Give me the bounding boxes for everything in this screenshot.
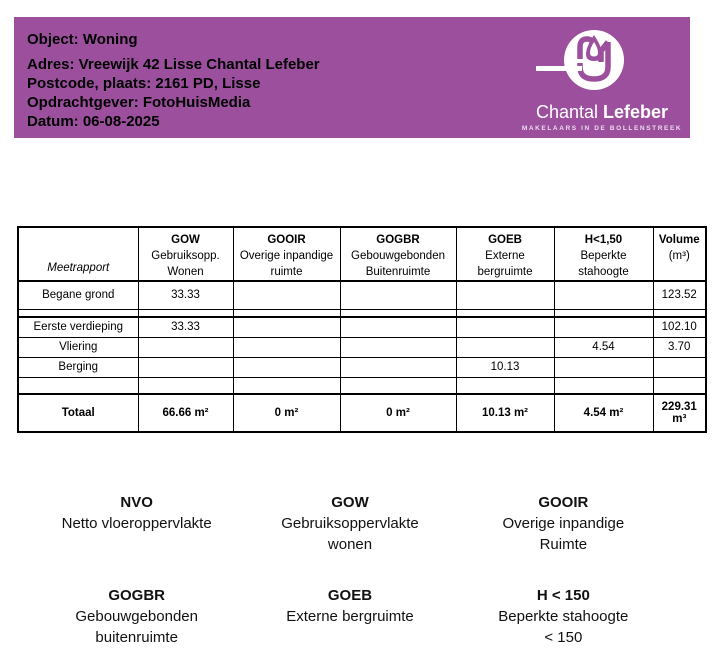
column-abbr: GOOIR	[267, 234, 306, 246]
cell-value	[554, 317, 653, 337]
report-header-banner	[14, 17, 690, 138]
legend-abbr: NVO	[120, 494, 153, 511]
abbreviation-legend	[30, 492, 670, 648]
date-line: Datum: 06-08-2025	[27, 113, 160, 130]
row-label: Berging	[18, 357, 138, 377]
client-line: Opdrachtgever: FotoHuisMedia	[27, 94, 251, 111]
table-header-row	[18, 227, 706, 281]
legend-desc-line: Netto vloeroppervlakte	[61, 515, 212, 532]
cell-value	[138, 377, 233, 394]
cell-value: 0 m²	[233, 394, 340, 432]
cell-value	[554, 377, 653, 394]
brand-name-last: Lefeber	[603, 102, 669, 122]
cell-value	[233, 281, 340, 309]
legend-item-gow	[243, 492, 456, 555]
cell-value: 10.13	[456, 357, 554, 377]
table-row	[18, 317, 706, 337]
legend-desc-line: Gebouwgebonden	[75, 608, 198, 625]
column-header-volume	[653, 227, 706, 281]
column-header-gogbr	[340, 227, 456, 281]
column-desc-line: Gebouwgebonden	[351, 250, 445, 262]
cell-value	[340, 377, 456, 394]
cell-value	[340, 309, 456, 317]
cell-value: 4.54	[554, 337, 653, 357]
column-desc-line: Externe	[485, 250, 525, 262]
cell-value: 3.70	[653, 337, 706, 357]
column-desc-line: stahoogte	[578, 266, 629, 278]
meetrapport-table	[17, 226, 707, 433]
cell-value	[233, 309, 340, 317]
cell-value	[340, 281, 456, 309]
row-label: Eerste verdieping	[18, 317, 138, 337]
column-header-goeb	[456, 227, 554, 281]
legend-item-gooir	[457, 492, 670, 555]
legend-abbr: GOW	[331, 494, 369, 511]
cell-value	[138, 337, 233, 357]
column-abbr: GOEB	[488, 234, 522, 246]
tulip-logo-icon	[524, 27, 654, 93]
legend-desc-line: Beperkte stahoogte	[498, 608, 629, 625]
column-desc-line: Overige inpandige	[239, 250, 334, 262]
brand-name-first: Chantal	[535, 102, 598, 122]
cell-value	[138, 309, 233, 317]
cell-value: 229.31 m³	[653, 394, 706, 432]
cell-value	[554, 281, 653, 309]
cell-value	[233, 337, 340, 357]
row-label: Totaal	[18, 394, 138, 432]
cell-value	[340, 317, 456, 337]
cell-value	[340, 357, 456, 377]
table-row	[18, 357, 706, 377]
cell-value: 0 m²	[340, 394, 456, 432]
postcode-line: Postcode, plaats: 2161 PD, Lisse	[27, 75, 261, 92]
cell-value	[456, 317, 554, 337]
legend-abbr: H < 150	[536, 587, 590, 604]
legend-desc-line: buitenruimte	[95, 629, 178, 646]
column-header-gooir	[233, 227, 340, 281]
brand-tagline: MAKELAARS IN DE BOLLENSTREEK	[521, 125, 683, 132]
cell-value	[456, 377, 554, 394]
object-line: Object: Woning	[27, 31, 138, 48]
cell-value: 102.10	[653, 317, 706, 337]
row-label	[18, 309, 138, 317]
legend-abbr: GOGBR	[108, 587, 165, 604]
legend-desc-line: < 150	[544, 629, 583, 646]
table-row	[18, 394, 706, 432]
column-desc-line: Wonen	[167, 266, 204, 278]
brand-name	[510, 102, 694, 122]
cell-value: 33.33	[138, 317, 233, 337]
table-corner-label: Meetrapport	[18, 227, 138, 281]
column-desc-line: bergruimte	[477, 266, 533, 278]
cell-value	[233, 357, 340, 377]
cell-value	[138, 357, 233, 377]
legend-item-goeb	[243, 585, 456, 648]
brand-logo	[510, 102, 694, 132]
column-abbr: H<1,50	[584, 234, 623, 246]
column-abbr: Volume	[658, 234, 700, 246]
cell-value: 123.52	[653, 281, 706, 309]
cell-value	[653, 357, 706, 377]
cell-value	[653, 309, 706, 317]
legend-desc-line: Gebruiksoppervlakte	[281, 515, 419, 532]
legend-abbr: GOOIR	[538, 494, 589, 511]
cell-value	[340, 337, 456, 357]
legend-desc-line: Ruimte	[539, 536, 588, 553]
table-row	[18, 281, 706, 309]
cell-value: 10.13 m²	[456, 394, 554, 432]
property-info-block	[27, 30, 320, 131]
row-label: Begane grond	[18, 281, 138, 309]
cell-value	[233, 317, 340, 337]
column-desc-line: Buitenruimte	[365, 266, 431, 278]
cell-value: 66.66 m²	[138, 394, 233, 432]
table-spacer-row	[18, 377, 706, 394]
cell-value	[653, 377, 706, 394]
legend-item-nvo	[30, 492, 243, 555]
row-label: Vliering	[18, 337, 138, 357]
legend-desc-line: Overige inpandige	[502, 515, 625, 532]
column-abbr: GOW	[171, 234, 200, 246]
meetrapport-table-wrap	[17, 226, 707, 433]
cell-value	[456, 309, 554, 317]
column-abbr: GOGBR	[376, 234, 420, 246]
column-header-h-1-50	[554, 227, 653, 281]
row-label	[18, 377, 138, 394]
legend-abbr: GOEB	[327, 587, 373, 604]
cell-value	[456, 281, 554, 309]
cell-value	[233, 377, 340, 394]
cell-value	[554, 309, 653, 317]
table-spacer-row	[18, 309, 706, 317]
column-desc-line: ruimte	[270, 266, 303, 278]
cell-value	[554, 357, 653, 377]
column-header-gow	[138, 227, 233, 281]
cell-value: 33.33	[138, 281, 233, 309]
cell-value	[456, 337, 554, 357]
legend-item-gogbr	[30, 585, 243, 648]
address-line: Adres: Vreewijk 42 Lisse Chantal Lefeber	[27, 56, 320, 73]
legend-desc-line: wonen	[327, 536, 373, 553]
legend-item-h150	[457, 585, 670, 648]
table-row	[18, 337, 706, 357]
legend-desc-line: Externe bergruimte	[286, 608, 414, 625]
column-desc-line: Beperkte	[580, 250, 627, 262]
column-desc-line: (m³)	[668, 250, 690, 262]
column-desc-line: Gebruiksopp.	[151, 250, 220, 262]
cell-value: 4.54 m²	[554, 394, 653, 432]
